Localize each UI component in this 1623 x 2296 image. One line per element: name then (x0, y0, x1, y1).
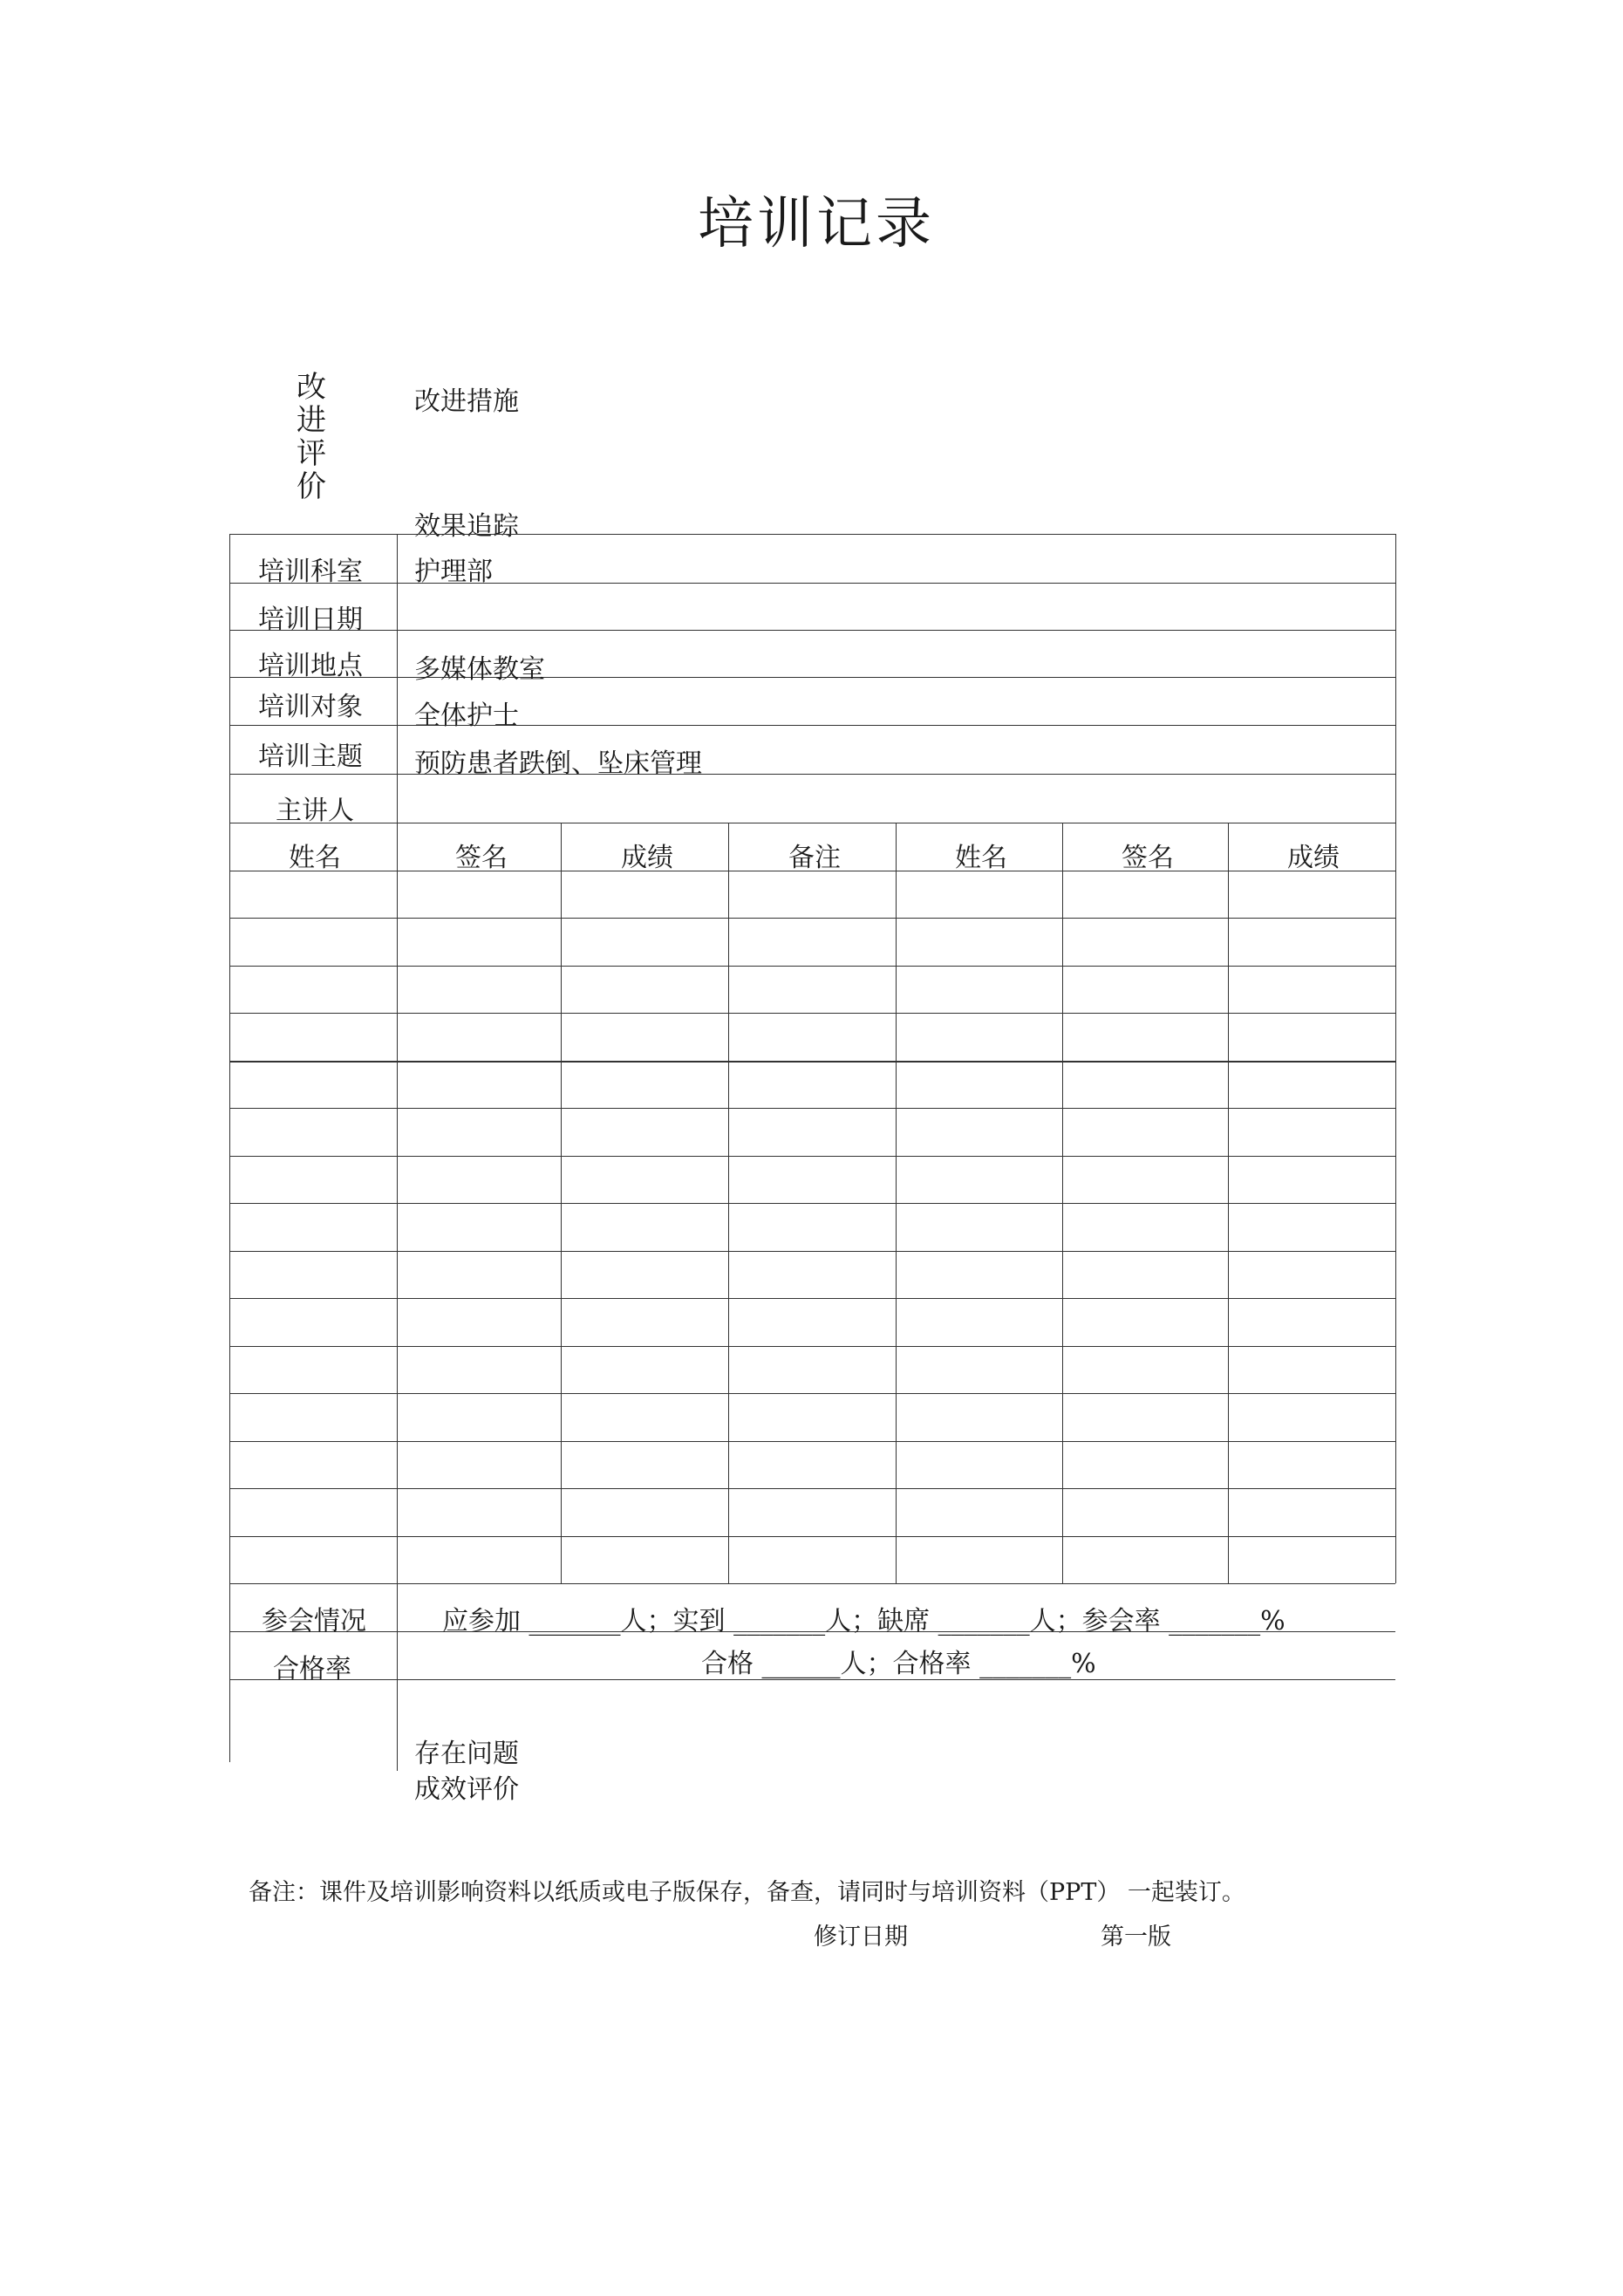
table-rule (229, 630, 1395, 631)
table-rule (229, 1393, 1395, 1394)
roster-header: 备注 (788, 843, 841, 873)
pass-rate-text: 合格 ______人；合格率 _______% (701, 1649, 1096, 1679)
improvement-measures-label: 改进措施 (414, 386, 519, 417)
pass-rate-label: 合格率 (273, 1654, 351, 1684)
table-rule (229, 583, 1395, 584)
info-value-audience: 全体护士 (414, 700, 519, 731)
roster-header: 姓名 (289, 843, 341, 873)
info-label-audience: 培训对象 (258, 692, 363, 722)
effect-evaluation-label: 成效评价 (414, 1774, 519, 1805)
table-rule (229, 534, 230, 1762)
table-rule (229, 1536, 1395, 1537)
attendance-text: 应参加 _______人；实到 _______人；缺席 _______人；参会率 _______% (442, 1606, 1285, 1637)
info-value-location: 多媒体教室 (414, 654, 545, 685)
info-label-dept: 培训科室 (258, 557, 363, 587)
improvement-char: 改 (297, 370, 326, 405)
roster-header: 成绩 (1287, 843, 1340, 873)
info-value-dept: 护理部 (414, 557, 493, 587)
info-label-location: 培训地点 (258, 651, 363, 681)
revision-date-label: 修订日期 (814, 1924, 908, 1951)
table-rule (229, 1488, 1395, 1489)
roster-header: 姓名 (955, 843, 1007, 873)
table-rule (1062, 823, 1063, 1583)
table-rule (229, 1061, 1395, 1063)
table-rule (728, 823, 729, 1583)
improvement-char: 进 (297, 403, 326, 438)
table-rule (561, 823, 562, 1583)
table-rule (229, 677, 1395, 678)
improvement-char: 评 (297, 436, 326, 471)
table-rule (229, 1156, 1395, 1157)
improvement-section-label (294, 371, 329, 503)
table-rule (229, 1251, 1395, 1252)
info-label-date: 培训日期 (258, 605, 363, 635)
info-value-topic: 预防患者跌倒、坠床管理 (414, 748, 702, 779)
table-rule (1228, 823, 1229, 1583)
table-rule (229, 774, 1395, 775)
table-rule (229, 1583, 1395, 1584)
effect-tracking-label: 效果追踪 (414, 511, 519, 542)
page-title: 培训记录 (698, 192, 935, 256)
table-rule (229, 966, 1395, 967)
table-rule (229, 725, 1395, 726)
table-rule (229, 1441, 1395, 1442)
roster-header: 成绩 (621, 843, 673, 873)
info-label-topic: 培训主题 (258, 741, 363, 772)
table-rule (1395, 534, 1396, 1583)
roster-header: 签名 (1122, 843, 1174, 873)
table-rule (229, 1203, 1395, 1204)
table-rule (229, 918, 1395, 919)
issues-label: 存在问题 (414, 1739, 519, 1769)
footer-note: 备注：课件及培训影响资料以纸质或电子版保存，备查，请同时与培训资料（PPT） 一起装订。 (249, 1879, 1245, 1906)
table-rule (229, 1108, 1395, 1109)
info-label-speaker: 主讲人 (276, 796, 354, 826)
improvement-char: 价 (297, 469, 326, 504)
version-label: 第一版 (1101, 1924, 1171, 1951)
roster-header: 签名 (455, 843, 508, 873)
table-rule (229, 534, 1395, 535)
table-rule (229, 1298, 1395, 1299)
attendance-label: 参会情况 (262, 1606, 366, 1637)
table-rule (397, 534, 398, 1771)
table-rule (229, 1013, 1395, 1014)
table-rule (896, 823, 897, 1583)
table-rule (229, 1346, 1395, 1347)
